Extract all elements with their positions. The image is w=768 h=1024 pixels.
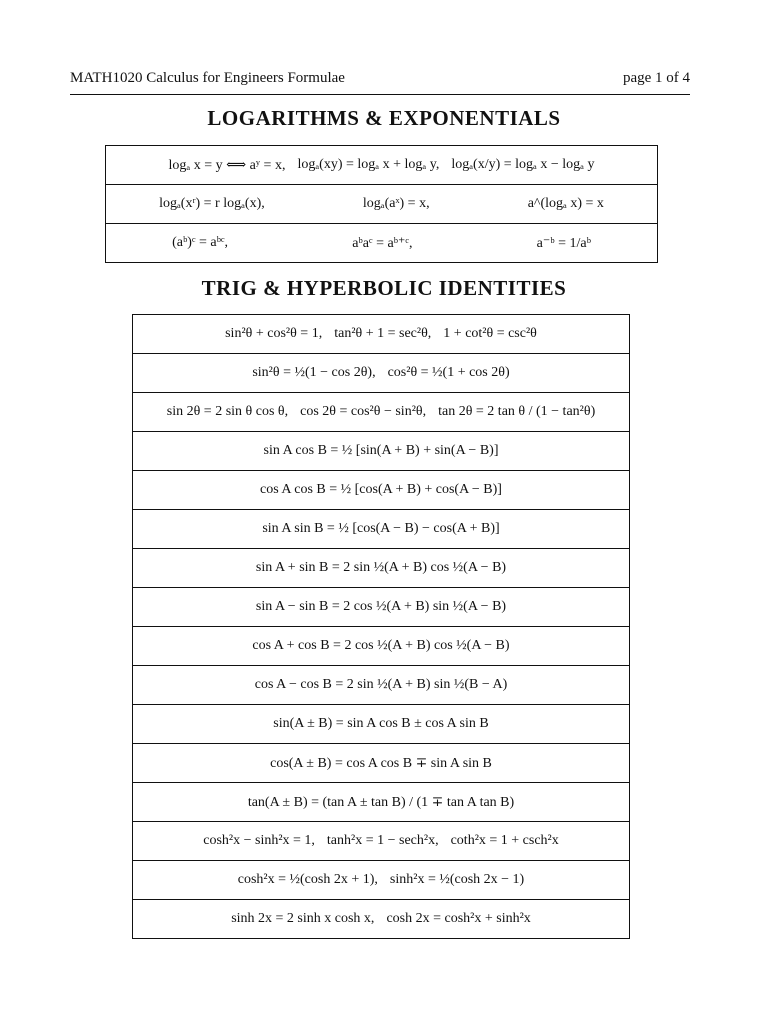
formula: cosh²x = ½(cosh 2x + 1), [237, 872, 378, 887]
formula-cell [133, 744, 630, 783]
section-title-trig: TRIG & HYPERBOLIC IDENTITIES [201, 276, 567, 300]
formula: cos(A ± B) = cos A cos B ∓ sin A sin B [270, 755, 492, 771]
section-title-logarithms: LOGARITHMS & EXPONENTIALS [207, 106, 561, 130]
formula-cell [133, 510, 630, 549]
formula: sin A − sin B = 2 cos ½(A + B) sin ½(A − B) [255, 599, 507, 614]
table-row [133, 666, 630, 705]
formula: sin A + sin B = 2 sin ½(A + B) cos ½(A − B) [255, 560, 507, 575]
table-row [133, 783, 630, 822]
logarithms-table [105, 145, 658, 263]
table-row [133, 822, 630, 861]
table-row [133, 588, 630, 627]
formula-cell [106, 224, 658, 263]
table-row [133, 432, 630, 471]
formula: tan 2θ = 2 tan θ / (1 − tan²θ) [438, 404, 596, 419]
formula: aᵇaᶜ = aᵇ⁺ᶜ, [352, 235, 413, 251]
formula-cell [133, 900, 630, 939]
formula: (aᵇ)ᶜ = aᵇᶜ, [172, 235, 229, 250]
formula: sin 2θ = 2 sin θ cos θ, [166, 404, 289, 419]
table-row [133, 705, 630, 744]
formula: cosh²x − sinh²x = 1, [203, 833, 315, 848]
table-row [106, 185, 658, 224]
table-row [133, 627, 630, 666]
table-row [106, 224, 658, 263]
formula-cell [133, 588, 630, 627]
formula-cell [133, 354, 630, 393]
formula-cell [133, 627, 630, 666]
formula-cell [106, 146, 658, 185]
formula: sin²θ + cos²θ = 1, [225, 326, 323, 341]
formula: sin A sin B = ½ [cos(A − B) − cos(A + B)] [262, 521, 500, 536]
trig-identities-table [132, 314, 630, 939]
formula: sin²θ = ½(1 − cos 2θ), [252, 365, 376, 380]
formula-cell [133, 393, 630, 432]
formula-cell [133, 666, 630, 705]
header-rule [70, 94, 690, 95]
formula-cell [133, 432, 630, 471]
table-row [133, 510, 630, 549]
formula-cell [133, 822, 630, 861]
formula: cos A + cos B = 2 cos ½(A + B) cos ½(A − B) [252, 638, 510, 653]
formula: 1 + cot²θ = csc²θ [443, 326, 537, 341]
formula-cell [133, 315, 630, 354]
formula-cell [133, 861, 630, 900]
formula: sinh 2x = 2 sinh x cosh x, [231, 911, 375, 926]
table-row [133, 471, 630, 510]
course-title: MATH1020 Calculus for Engineers Formulae [70, 70, 345, 86]
formula: cos²θ = ½(1 + cos 2θ) [387, 365, 510, 380]
table-row [133, 861, 630, 900]
formula: logₐ(xʳ) = r logₐ(x), [159, 196, 265, 211]
formula: sin(A ± B) = sin A cos B ± cos A sin B [273, 716, 489, 731]
table-row [106, 146, 658, 185]
table-row [133, 744, 630, 783]
formula: tanh²x = 1 − sech²x, [326, 833, 439, 848]
formula: tan(A ± B) = (tan A ± tan B) / (1 ∓ tan A tan B) [247, 794, 515, 810]
formula: cos A cos B = ½ [cos(A + B) + cos(A − B)] [260, 482, 502, 497]
table-row [133, 354, 630, 393]
formula-cell [133, 783, 630, 822]
page-number: page 1 of 4 [622, 70, 690, 86]
formula: logₐ x = y ⟺ aʸ = x, [168, 157, 286, 173]
formula-cell [133, 471, 630, 510]
table-row [133, 315, 630, 354]
formula: tan²θ + 1 = sec²θ, [334, 326, 432, 341]
formula: sinh²x = ½(cosh 2x − 1) [389, 872, 525, 887]
table-row [133, 549, 630, 588]
formula: a⁻ᵇ = 1/aᵇ [536, 235, 591, 251]
formula-cell [133, 705, 630, 744]
formula-cell [133, 549, 630, 588]
table-row [133, 900, 630, 939]
formula: logₐ(aˣ) = x, [362, 196, 430, 211]
formula: coth²x = 1 + csch²x [450, 833, 559, 848]
formula: sin A cos B = ½ [sin(A + B) + sin(A − B)] [263, 443, 499, 458]
formula: cosh 2x = cosh²x + sinh²x [386, 911, 531, 926]
formula: cos 2θ = cos²θ − sin²θ, [300, 404, 427, 419]
formula-cell [106, 185, 658, 224]
page-header [70, 70, 690, 87]
table-row [133, 393, 630, 432]
formula: a^(logₐ x) = x [527, 196, 604, 211]
formula: logₐ(x/y) = logₐ x − logₐ y [451, 157, 595, 172]
formula: logₐ(xy) = logₐ x + logₐ y, [297, 157, 440, 172]
formula: cos A − cos B = 2 sin ½(A + B) sin ½(B − A) [254, 677, 508, 692]
